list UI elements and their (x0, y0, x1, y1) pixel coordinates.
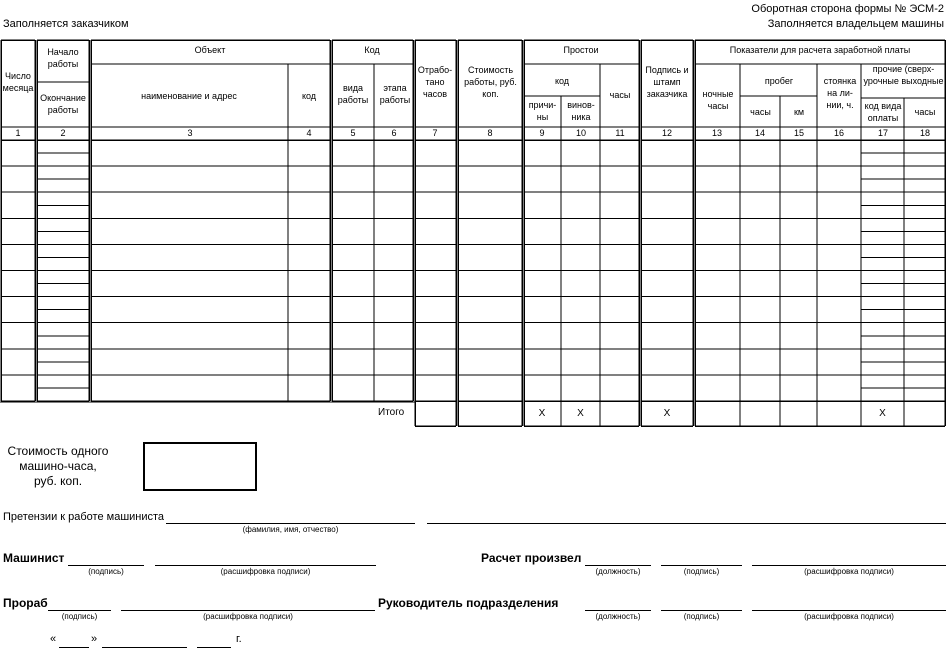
head-signature-caption: (подпись) (683, 612, 720, 621)
col-culprit-header: винов- ника (567, 100, 595, 122)
col-signature-header: Подпись и штамп заказчика (645, 65, 689, 99)
calc-name-caption: (расшифровка подписи) (804, 567, 894, 576)
total-label: Итого (378, 407, 405, 418)
cost-line3: руб. коп. (33, 474, 83, 488)
col-km-header: км (793, 107, 805, 117)
head-name-caption: (расшифровка подписи) (804, 612, 894, 621)
column-number-1: 1 (15, 128, 21, 138)
col-reason-header: причи- ны (528, 100, 557, 122)
column-number-15: 15 (793, 128, 804, 138)
head-position-line[interactable] (585, 610, 651, 611)
head-signature-line[interactable] (661, 610, 742, 611)
col-cost-header: Стоимость работы, руб. коп. (464, 65, 517, 99)
col-downtime-hours-header: часы (609, 90, 631, 100)
column-number-2: 2 (60, 128, 66, 138)
cost-line1: Стоимость одного (7, 444, 109, 458)
head-label: Руководитель подразделения (378, 596, 559, 610)
total-x-pay-code: X (879, 408, 886, 419)
driver-name-line[interactable] (155, 565, 376, 566)
caption-owner: Заполняется владельцем машины (767, 18, 944, 30)
other-pay-header: прочие (сверх- урочные выходные (863, 64, 944, 86)
head-name-line[interactable] (752, 610, 946, 611)
head-position-caption: (должность) (595, 612, 641, 621)
col-start-header: Начало работы (47, 47, 79, 69)
column-number-16: 16 (833, 128, 844, 138)
downtime-header: Простои (563, 45, 599, 55)
col-name-header: наименование и адрес (141, 91, 237, 101)
form-title: Оборотная сторона формы № ЭСМ-2 (751, 3, 944, 15)
column-number-7: 7 (432, 128, 438, 138)
date-year-line[interactable] (197, 647, 231, 648)
col-work-type-header: вида работы (337, 83, 369, 105)
machine-hour-cost-label (3, 444, 113, 489)
cost-line2: машино-часа, (19, 459, 97, 473)
kod-header: Код (364, 45, 380, 55)
col-parking-header: стоянка на ли- нии, ч. (823, 76, 857, 110)
col-day-header: Число месяца (2, 71, 34, 93)
column-number-17: 17 (877, 128, 888, 138)
date-year-suffix: г. (236, 633, 242, 645)
column-number-4: 4 (306, 128, 312, 138)
col-stage-header: этапа работы (379, 83, 411, 105)
col-hours-worked-header: Отрабо- тано часов (417, 65, 453, 99)
date-open-quote: « (50, 633, 57, 645)
total-x-signature: X (663, 408, 671, 419)
calc-name-line[interactable] (752, 565, 946, 566)
column-number-10: 10 (575, 128, 586, 138)
calc-label: Расчет произвел (481, 551, 582, 565)
date-month-line[interactable] (102, 647, 187, 648)
column-number-3: 3 (187, 128, 193, 138)
driver-signature-caption: (подпись) (88, 567, 124, 576)
col-pay-code-header: код вида оплаты (864, 101, 902, 123)
column-number-5: 5 (350, 128, 356, 138)
foreman-name-line[interactable] (121, 610, 375, 611)
column-number-11: 11 (615, 128, 625, 138)
claims-sub: (фамилия, имя, отчество) (242, 525, 339, 534)
claims-line-1[interactable] (166, 523, 415, 524)
foreman-name-caption: (расшифровка подписи) (203, 612, 293, 621)
downtime-code-header: код (554, 76, 570, 86)
calc-position-line[interactable] (585, 565, 651, 566)
mileage-header: пробег (764, 76, 794, 86)
column-number-9: 9 (539, 128, 545, 138)
calc-signature-line[interactable] (661, 565, 742, 566)
foreman-signature-line[interactable] (48, 610, 111, 611)
col-code-header: код (301, 91, 317, 101)
object-header: Объект (194, 45, 226, 55)
foreman-signature-caption: (подпись) (61, 612, 98, 621)
date-day-line[interactable] (59, 647, 89, 648)
foreman-label: Прораб (3, 596, 48, 610)
calc-position-caption: (должность) (595, 567, 641, 576)
claims-label: Претензии к работе машиниста (3, 511, 165, 523)
total-x-reason: X (538, 408, 546, 419)
column-number-18: 18 (919, 128, 930, 138)
total-x-culprit: X (577, 408, 584, 419)
col-mileage-hours-header: часы (750, 107, 771, 117)
date-close-quote: » (91, 633, 98, 645)
column-number-6: 6 (391, 128, 397, 138)
col-end-header: Окончание работы (40, 93, 86, 115)
driver-name-caption: (расшифровка подписи) (220, 567, 311, 576)
pay-indicators-header: Показатели для расчета заработной платы (729, 45, 911, 55)
claims-line-2[interactable] (427, 523, 946, 524)
machine-hour-cost-box[interactable] (143, 442, 257, 491)
driver-label: Машинист (3, 551, 65, 565)
column-number-13: 13 (711, 128, 722, 138)
col-night-hours-header: ночные часы (702, 89, 734, 111)
column-number-12: 12 (661, 128, 672, 138)
column-number-8: 8 (487, 128, 493, 138)
column-number-14: 14 (754, 128, 765, 138)
calc-signature-caption: (подпись) (683, 567, 720, 576)
col-other-hours-header: часы (914, 107, 936, 117)
caption-customer: Заполняется заказчиком (3, 18, 129, 30)
driver-signature-line[interactable] (68, 565, 144, 566)
